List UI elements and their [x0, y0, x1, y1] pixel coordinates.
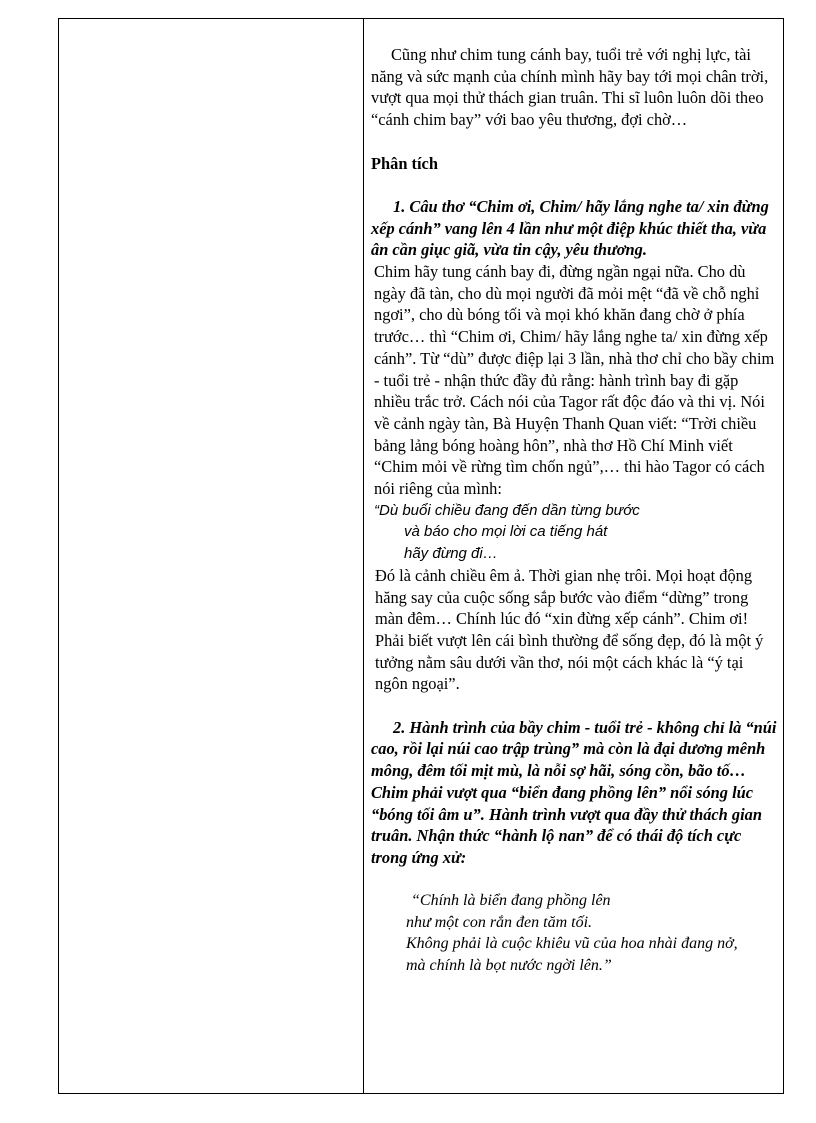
section1-after: Đó là cảnh chiều êm ả. Thời gian nhẹ trôi. Mọi hoạt động hăng say của cuộc sống sắp bước vào điểm “dừng” trong màn đêm… Chính lúc đó “xin đừng xếp cánh”. Chim ơi! Phải biết vượt lên cái bình thường để sống đẹp, đó là một ý tưởng nằm sâu dưới vần thơ, nói một cách khác là “ý tại ngôn ngoại”. — [375, 565, 764, 694]
section1-body: Chim hãy tung cánh bay đi, đừng ngần ngại nữa. Cho dù ngày đã tàn, cho dù mọi người đã mỏi mệt “đã về chỗ nghỉ ngơi”, cho dù bóng tối và mọi khó khăn đang chờ ở phía trước… thì “Chim ơi, Chim/ hãy lắng nghe ta/ xin đừng xếp cánh”. Từ “dù” được điệp lại 3 lần, nhà thơ chỉ cho bầy chim - tuổi trẻ - nhận thức đầy đủ rằng: hành trình bay đi gặp nhiều trắc trở. Cách nói của Tagor rất độc đáo và thi vị. Nói về cảnh ngày tàn, Bà Huyện Thanh Quan viết: “Trời chiều bảng lảng bóng hoàng hôn”, nhà thơ Hồ Chí Minh viết “Chim mỏi về rừng tìm chốn ngủ”,… thi hào Tagor có cách nói riêng của mình: — [374, 262, 775, 499]
poem1-line: “Dù buổi chiều đang đến dần từng bước — [374, 501, 640, 519]
poem1-line: và báo cho mọi lời ca tiếng hát — [404, 523, 608, 541]
section2-title: 2. Hành trình của bầy chim - tuổi trẻ - không chỉ là “núi cao, rồi lại núi cao trập trùng” mà còn là đại dương mênh mông, đêm tối mịt mù, là nỗi sợ hãi, sóng cồn, bão tố… Chim phải vượt qua “biển đang phồng lên” nổi sóng lúc “bóng tối âm u”. Hành trình vượt qua đầy thử thách gian truân. Nhận thức “hành lộ nan” để có thái độ tích cực trong ứng xử: — [371, 717, 777, 867]
table-right-column — [365, 19, 783, 1093]
section1-title: 1. Câu thơ “Chim ơi, Chim/ hãy lắng nghe ta/ xin đừng xếp cánh” vang lên 4 lần như một điệp khúc thiết tha, vừa ân cần giục giã, vừa tin cậy, yêu thương. — [371, 196, 769, 260]
poem-excerpt-1 — [371, 500, 777, 565]
poem2-line: mà chính là bọt nước ngời lên.” — [406, 956, 612, 974]
document-table — [58, 18, 784, 1094]
poem2-line: như một con rắn đen tăm tối. — [406, 913, 593, 931]
poem2-line: “Chính là biển đang phồng lên — [411, 892, 611, 910]
section-heading: Phân tích — [371, 153, 438, 173]
table-left-column — [59, 19, 364, 1093]
poem2-line: Không phải là cuộc khiêu vũ của hoa nhài đang nở, — [406, 935, 738, 953]
intro-paragraph: Cũng như chim tung cánh bay, tuổi trẻ với nghị lực, tài năng và sức mạnh của chính mình hãy bay tới mọi chân trời, vượt qua mọi thử thách gian truân. Thi sĩ luôn luôn dõi theo “cánh chim bay” với bao yêu thương, đợi chờ… — [371, 45, 769, 130]
poem1-line: hãy đừng đi… — [404, 545, 498, 563]
poem-excerpt-2 — [371, 890, 777, 976]
